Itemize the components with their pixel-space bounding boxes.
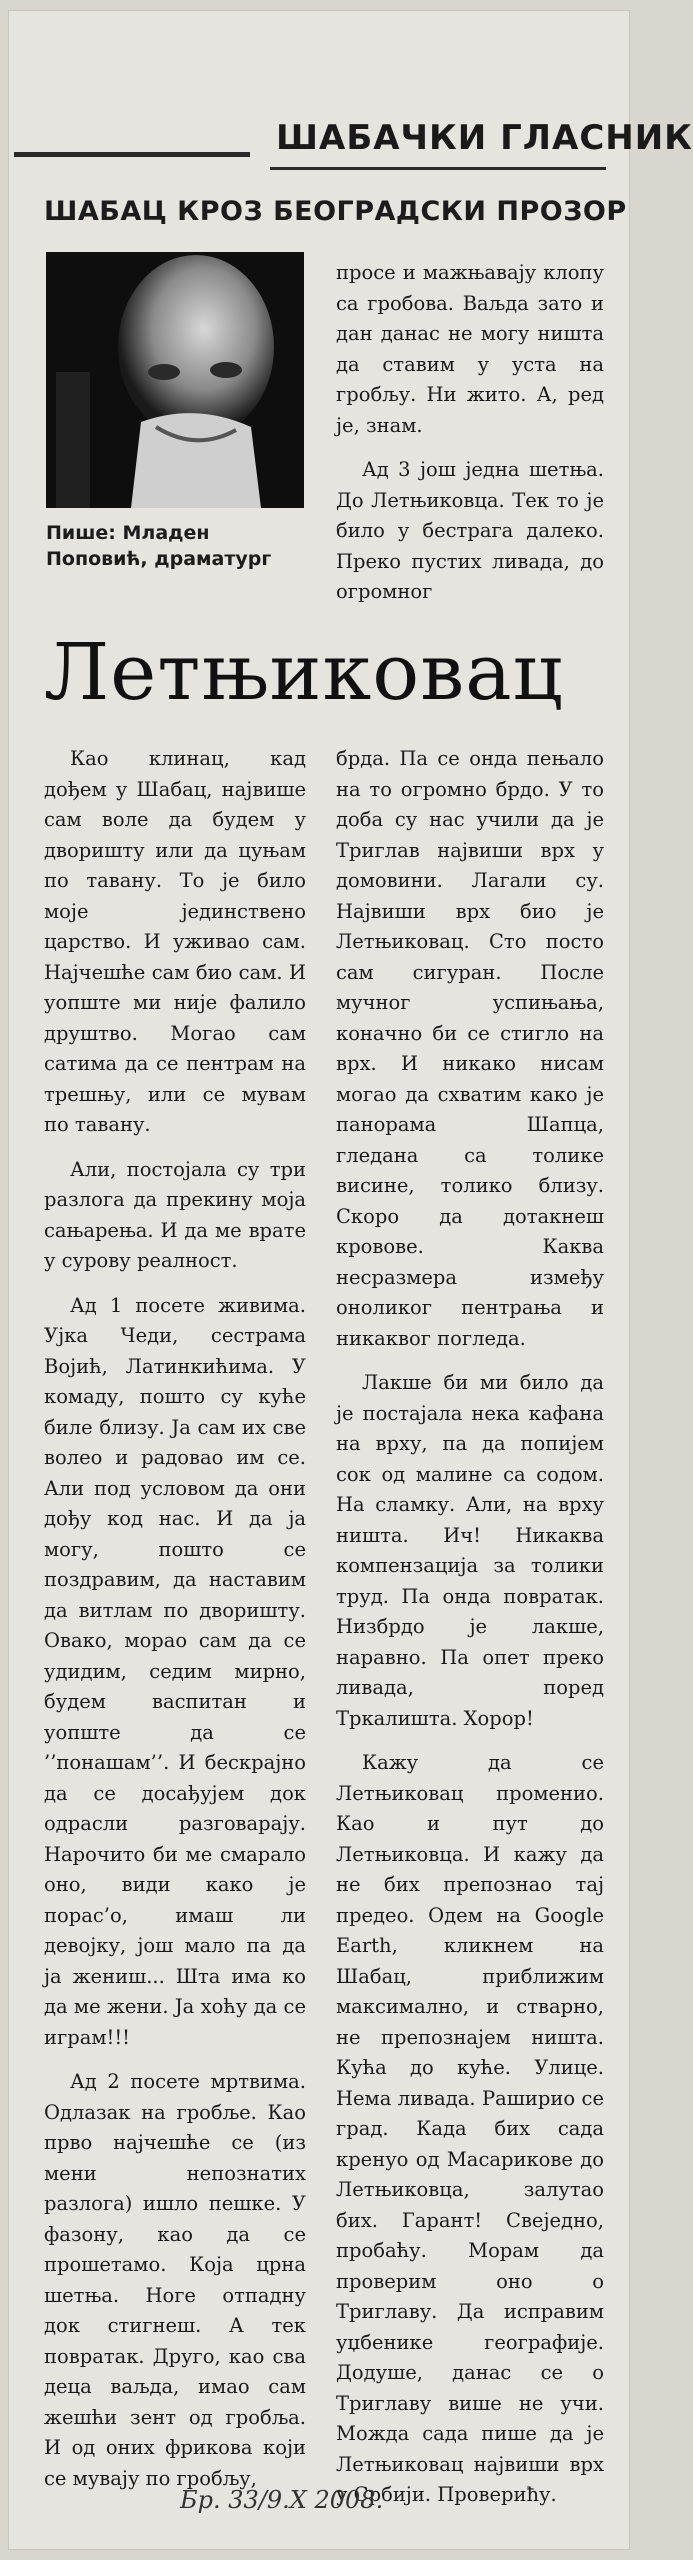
intro-column xyxy=(336,258,604,622)
right-column xyxy=(336,744,604,2525)
intro-paragraph: Ад 3 још једна шетња. До Летњиковца. Тек то је било у бестрага далеко. Преко пустих ливада, до огромног xyxy=(336,458,604,603)
paragraph: Кажу да се Летњиковац променио. Као и пут до Летњиковца. И кажу да не бих препознао тај предео. Одем на Google Earth, кликнем на Шабац, приближим максимално, и стварно, не препознајем ништа. Кућа до куће. Улице. Нема ливада. Раширио се град. Када бих сада кренуо од Масарикове до Летњиковца, залутао бих. Гарант! Свеједно, пробаћу. Морам да проверим оно о Триглаву. Да исправим уџбенике географије. Додуше, данас се о Триглаву више не учи. Можда сада пише да је Летњиковац највиши врх у Србији. Провериħу. xyxy=(336,1751,604,2506)
paragraph: Као клинац, кад дођем у Шабац, највише сам воле да будем у дворишту или да цуњам по тавану. То је било моје јединствено царство. И уживао сам. Најчешће сам био сам. И уопште ми није фалило друштво. Могао сам сатима да се пентрам на трешњу, или се мувам по тавану. xyxy=(44,747,306,1136)
paragraph: Ад 2 посете мртвима. Одлазак на гробље. Као прво најчешће се (из мени непознатих разлога) ишло пешке. У фазону, као да се прошетамо. Која црна шетња. Ноге отпадну док стигнеш. А тек повратак. Друго, као сва деца ваљда, имао сам жешћи зент од гробља. И од оних фрикова који се мувају по гробљу, xyxy=(44,2070,306,2490)
handwritten-issue-note: Бр. 33/9.X 2008. xyxy=(180,2486,384,2514)
masthead-rule xyxy=(270,167,606,170)
left-column xyxy=(44,744,306,2508)
headline: Летњиковац xyxy=(44,628,564,718)
paragraph: Али, постојала су три разлога да прекину моја сањарења. И да ме врате у сурову реалност. xyxy=(44,1157,306,1272)
paragraph: Лакше би ми било да је постајала нека кафана на врху, па да попијем сок од малине са содом. На сламку. Али, на врху ништа. Ич! Никаква компензација за толики труд. Па онда повратак. Низбрдо је лакше, наравно. Па опет преко ливада, поред Тркалишта. Хорор! xyxy=(336,1371,604,1730)
column-rubric: ШАБАЦ КРОЗ БЕОГРАДСКИ ПРОЗОР xyxy=(44,196,627,227)
paragraph: брда. Па се онда пењало на то огромно брдо. У то доба су нас учили да је Триглав највиши врх у домовини. Лагали су. Највиши врх био је Летњиковац. Сто посто сам сигуран. После мучног успињања, коначно би се стигло на врх. И никако нисам могао да схватим како је панорама Шапца, гледана са толике висине, толико близу. Скоро да дотакнеш кровове. Каква несразмера између оноликог пентрања и никаквог погледа. xyxy=(336,747,604,1350)
author-photo xyxy=(46,252,304,508)
masthead: ШАБАЧКИ ГЛАСНИК xyxy=(276,118,693,158)
intro-paragraph: просе и мажњавају клопу са гробова. Ваљда зато и дан данас не могу ништа да ставим у уста на гробљу. Ни жито. А, ред је, знам. xyxy=(336,261,604,437)
top-rule xyxy=(14,152,250,157)
paragraph: Ад 1 посете живима. Ујка Чеди, сестрама Војић, Латинкићима. У комаду, пошто су куће биле близу. Ја сам их све волео и радовао им се. Али под условом да они дођу код нас. И да ја могу, пошто се поздравим, да наставим да витлам по дворишту. Овако, морао сам да се удидим, седим мирно, будем васпитан и уопште да се ’’понашам’’. И бескрајно да се досађујем док одрасли разговарају. Нарочито би ме смарало оно, види како је порас’о, имаш ли девојку, још мало па да ја жениш... Шта има ко да ме жени. Ја хоћу да се играм!!! xyxy=(44,1293,306,2049)
author-caption: Пише: Младен Поповић, драматург xyxy=(46,522,272,570)
